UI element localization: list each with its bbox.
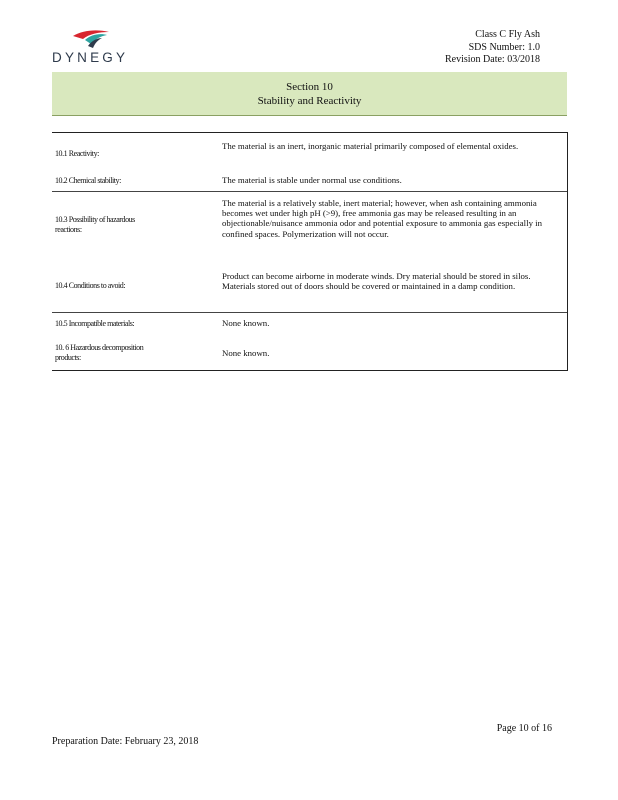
row-value: Product can become airborne in moderate winds. Dry material should be stored in silos. Materials stored out of doors should be covered or maintained in a damp condition. <box>222 271 531 292</box>
section-number: Section 10 <box>286 81 333 93</box>
row-label: 10.4 Conditions to avoid: <box>55 281 126 290</box>
logo-wordmark: DYNEGY <box>52 50 129 65</box>
product-name: Class C Fly Ash <box>475 29 540 40</box>
revision-date: Revision Date: 03/2018 <box>445 54 540 65</box>
row-label: 10.3 Possibility of hazardous reactions: <box>55 215 135 234</box>
stability-reactivity-table <box>52 132 568 371</box>
section-title: Stability and Reactivity <box>257 95 362 107</box>
row-value: None known. <box>222 318 270 328</box>
table-row <box>52 270 567 312</box>
row-label: 10.5 Incompatible materials: <box>55 319 135 328</box>
row-label: 10.2 Chemical stability: <box>55 176 121 185</box>
row-divider <box>52 191 567 192</box>
page-number: Page 10 of 16 <box>496 723 552 734</box>
document-meta <box>445 29 540 67</box>
dynegy-swoosh-icon <box>71 28 111 50</box>
preparation-date: Preparation Date: February 23, 2018 <box>52 736 199 747</box>
section-header <box>52 72 567 116</box>
row-label: 10. 6 Hazardous decomposition products: <box>55 343 144 362</box>
company-logo <box>52 28 142 68</box>
row-divider <box>52 312 567 313</box>
row-value: The material is an inert, inorganic material primarily composed of elemental oxides. <box>222 141 519 151</box>
row-value: None known. <box>222 348 270 358</box>
sds-number: SDS Number: 1.0 <box>468 41 540 53</box>
row-label: 10.1 Reactivity: <box>55 149 99 158</box>
row-value: The material is stable under normal use conditions. <box>222 175 402 185</box>
table-row <box>52 197 567 267</box>
table-row <box>52 173 567 191</box>
row-value: The material is a relatively stable, inert material; however, when ash containing ammonia becomes wet under high pH (>9), free ammonia gas may be released resulting in an objectionable/nuisance ammonia odor and potential exposure to ammonia gas especially in confined spaces. Polymerization will not occur. <box>222 198 543 239</box>
table-row <box>52 137 567 165</box>
table-row <box>52 317 567 335</box>
table-row <box>52 341 567 367</box>
